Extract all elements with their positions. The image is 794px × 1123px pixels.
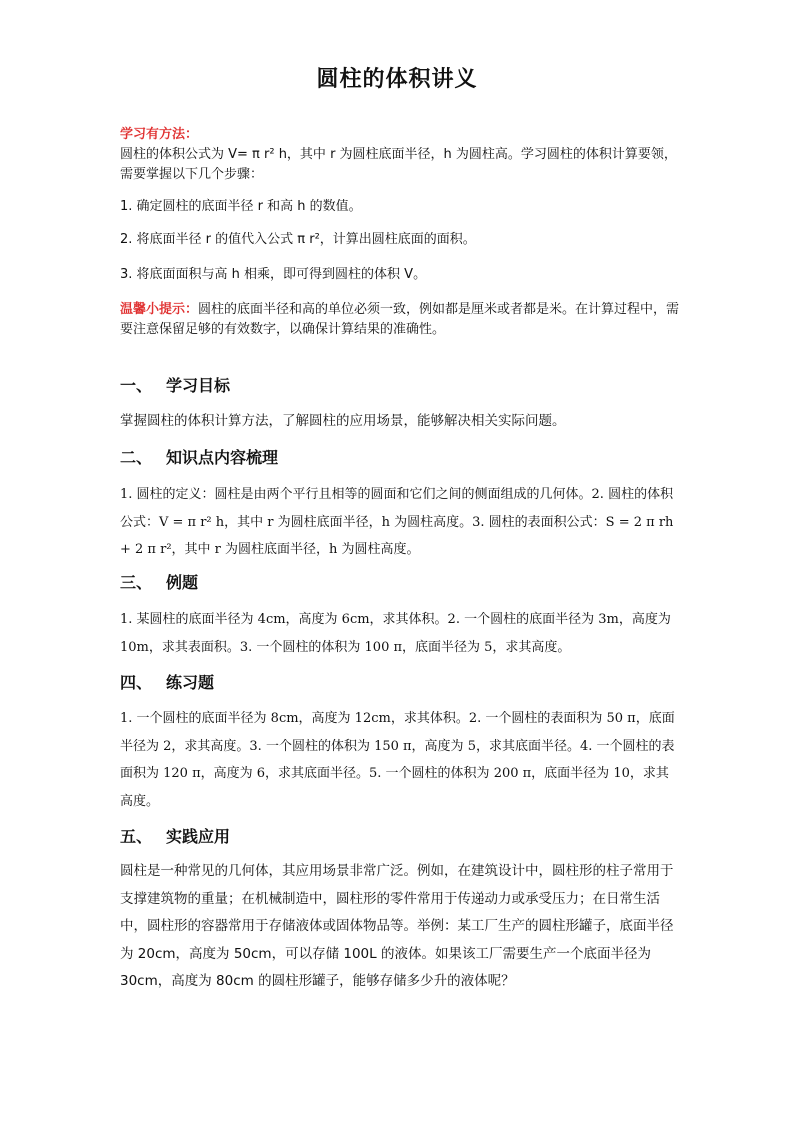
- section-heading-exercises: [120, 672, 214, 694]
- section-title: 例题: [166, 573, 199, 592]
- tip-label: 温馨小提示：: [120, 302, 199, 317]
- section-heading-knowledge: [120, 447, 278, 469]
- section-number: 四、: [120, 673, 153, 692]
- section-heading-goals: [120, 375, 230, 397]
- tip-text: 圆柱的底面半径和高的单位必须一致，例如都是厘米或者都是米。在计算过程中，需要注意保留足够的有效数字，以确保计算结果的准确性。: [120, 302, 680, 337]
- section-number: 二、: [120, 448, 153, 467]
- tip-block: [120, 300, 680, 340]
- section-number: 三、: [120, 573, 153, 592]
- method-step-1: 1. 确定圆柱的底面半径 r 和高 h 的数值。: [120, 199, 362, 214]
- section-body-exercises: 1. 一个圆柱的底面半径为 8cm，高度为 12cm，求其体积。2. 一个圆柱的表面积为 50 π，底面半径为 2，求其高度。3. 一个圆柱的体积为 150 π，高度为 5，求其底面半径。4. 一个圆柱的表面积为 120 π，高度为 6，求其底面半径。5. 一个圆柱的体积为 200 π，底面半径为 10，求其高度。: [120, 711, 675, 809]
- section-title: 实践应用: [166, 827, 231, 846]
- method-intro: 圆柱的体积公式为 V= π r² h，其中 r 为圆柱底面半径，h 为圆柱高。学习圆柱的体积计算要领，需要掌握以下几个步骤：: [120, 147, 677, 182]
- method-step-2: 2. 将底面半径 r 的值代入公式 π r²，计算出圆柱底面的面积。: [120, 232, 476, 247]
- section-body-application: 圆柱是一种常见的几何体，其应用场景非常广泛。例如，在建筑设计中，圆柱形的柱子常用于支撑建筑物的重量；在机械制造中，圆柱形的零件常用于传递动力或承受压力；在日常生活中，圆柱形的容器常用于存储液体或固体物品等。举例：某工厂生产的圆柱形罐子，底面半径为 20cm，高度为 50cm，可以存储 100L 的液体。如果该工厂需要生产一个底面半径为 30cm，高度为 80cm 的圆柱形罐子，能够存储多少升的液体呢？: [120, 863, 674, 989]
- method-block: [120, 125, 680, 185]
- section-number: 五、: [120, 827, 153, 846]
- section-body-goals: 掌握圆柱的体积计算方法，了解圆柱的应用场景，能够解决相关实际问题。: [120, 413, 566, 429]
- section-heading-application: [120, 826, 230, 848]
- section-heading-examples: [120, 572, 198, 594]
- section-body-knowledge: 1. 圆柱的定义：圆柱是由两个平行且相等的圆面和它们之间的侧面组成的几何体。2. 圆柱的体积公式：V = π r² h，其中 r 为圆柱底面半径，h 为圆柱高度。3. 圆柱的表面积公式：S = 2 π rh + 2 π r²，其中 r 为圆柱底面半径，h 为圆柱高度。: [120, 487, 674, 557]
- document-title: 圆柱的体积讲义: [316, 67, 478, 92]
- method-heading: 学习有方法：: [120, 127, 199, 142]
- method-step-3: 3. 将底面面积与高 h 相乘，即可得到圆柱的体积 V。: [120, 267, 427, 282]
- section-title: 学习目标: [166, 376, 231, 395]
- section-title: 知识点内容梳理: [166, 448, 279, 467]
- section-body-examples: 1. 某圆柱的底面半径为 4cm，高度为 6cm，求其体积。2. 一个圆柱的底面半径为 3m，高度为 10m，求其表面积。3. 一个圆柱的体积为 100 π，底面半径为 5，求其高度。: [120, 612, 671, 655]
- section-title: 练习题: [166, 673, 215, 692]
- section-number: 一、: [120, 376, 153, 395]
